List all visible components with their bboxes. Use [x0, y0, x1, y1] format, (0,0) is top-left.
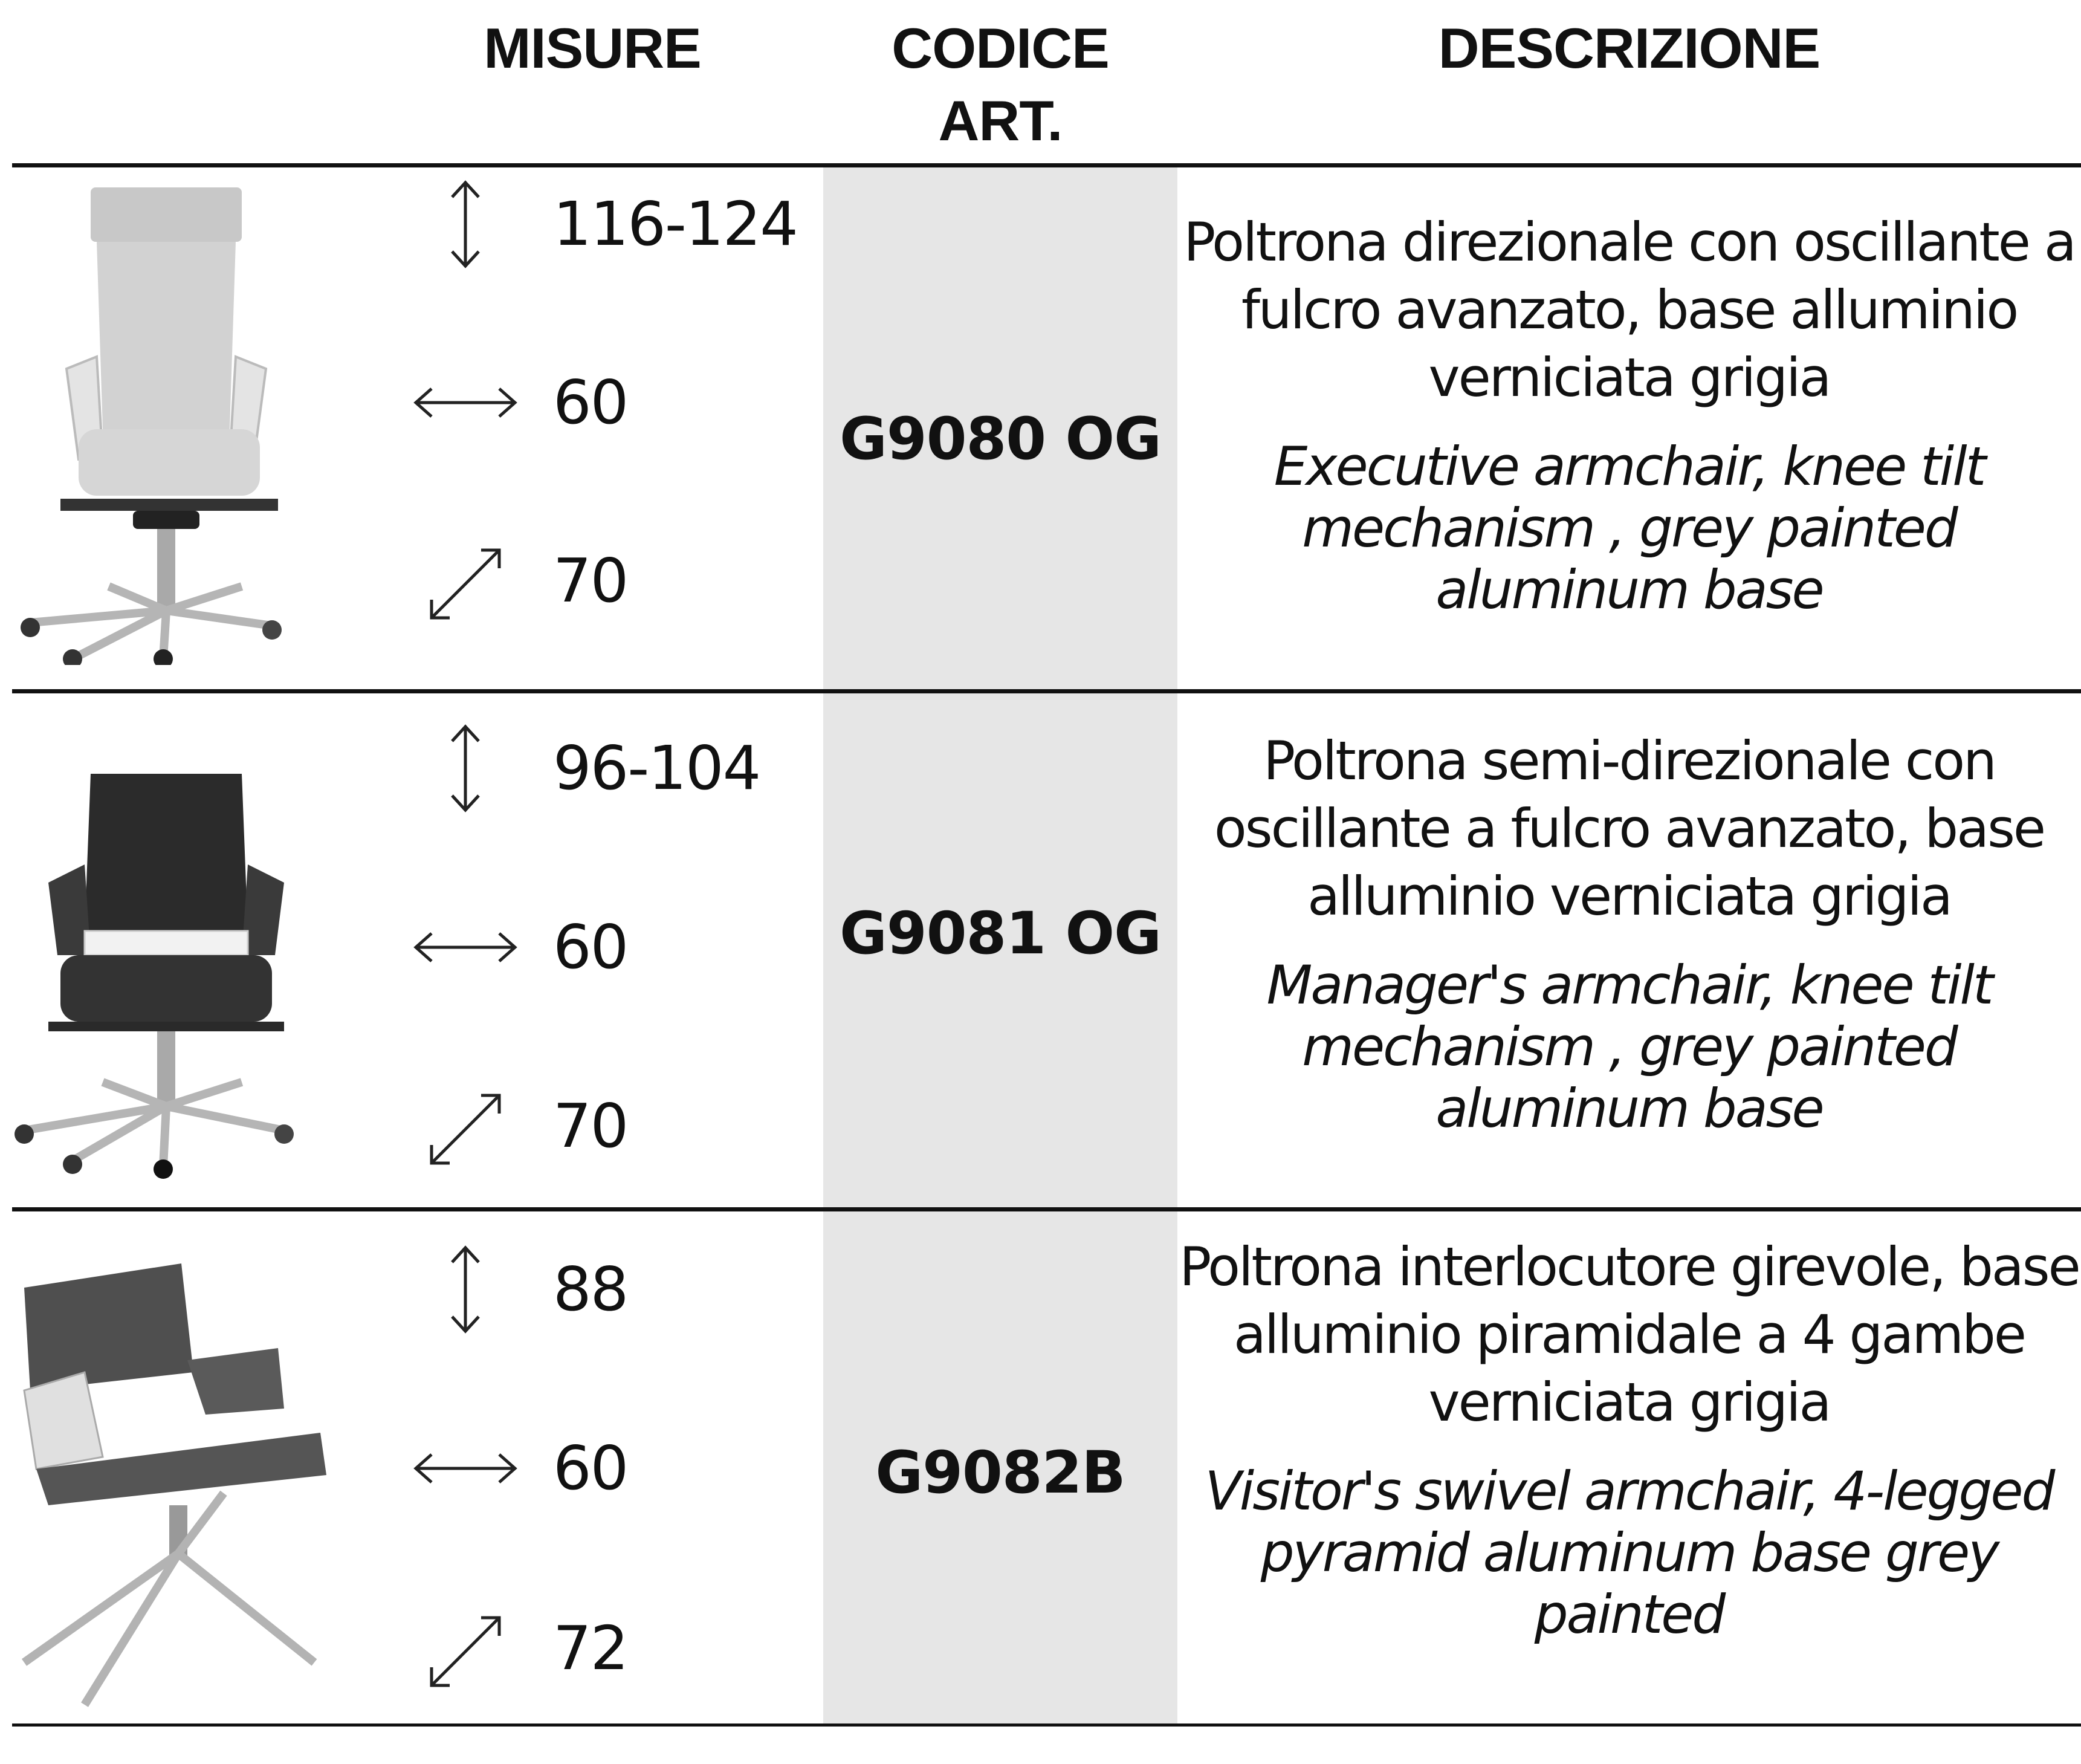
description-row-1 [1177, 209, 2081, 621]
chair-image-manager [12, 756, 326, 1179]
depth-measure [411, 1603, 798, 1694]
article-code: G9080 OG [840, 405, 1161, 473]
description-row-3 [1177, 1233, 2081, 1646]
row-divider [12, 1207, 2081, 1211]
width-value: 60 [553, 912, 628, 982]
chair-image-visitor [12, 1251, 326, 1711]
medium-back-manager-chair-icon [12, 756, 326, 1179]
horizontal-arrow-icon [411, 1423, 520, 1514]
diagonal-arrow-icon [411, 536, 520, 626]
width-measure [411, 902, 798, 993]
diagonal-arrow-icon [411, 1081, 520, 1172]
article-code: G9081 OG [840, 900, 1161, 967]
description-italian: Poltrona interlocutore girevole, base alluminio piramidale a 4 gambe verniciata grigia [1179, 1236, 2079, 1433]
bottom-divider [12, 1723, 2081, 1727]
width-value: 60 [553, 1433, 628, 1503]
vertical-arrow-icon [411, 1244, 520, 1335]
description-italian: Poltrona semi-direzionale con oscillante a fulcro avanzato, base alluminio verniciata grigia [1214, 730, 2045, 927]
height-measure [411, 179, 798, 270]
height-value: 88 [553, 1254, 628, 1325]
horizontal-arrow-icon [411, 902, 520, 993]
chair-image-executive [12, 175, 326, 665]
header-misure: MISURE [484, 16, 701, 80]
vertical-arrow-icon [411, 179, 520, 270]
depth-measure [411, 1081, 798, 1172]
horizontal-arrow-icon [411, 357, 520, 448]
vertical-arrow-icon [411, 723, 520, 814]
header-descrizione: DESCRIZIONE [1438, 16, 1820, 80]
height-measure [411, 1244, 798, 1335]
width-measure [411, 357, 798, 448]
depth-value: 70 [553, 1091, 628, 1161]
description-english: Visitor's swivel armchair, 4-legged pyramid aluminum base grey painted [1205, 1460, 2054, 1646]
diagonal-arrow-icon [411, 1603, 520, 1694]
header-divider [12, 163, 2081, 167]
description-english: Manager's armchair, knee tilt mechanism , grey painted aluminum base [1266, 954, 1992, 1140]
high-back-executive-chair-icon [12, 175, 326, 665]
height-value: 116-124 [553, 189, 797, 259]
visitor-swivel-armchair-icon [12, 1251, 326, 1711]
description-row-2 [1177, 727, 2081, 1140]
width-value: 60 [553, 367, 628, 438]
height-value: 96-104 [553, 733, 760, 803]
width-measure [411, 1423, 798, 1514]
measurements-row-3 [411, 1244, 798, 1764]
depth-measure [411, 536, 798, 626]
depth-value: 70 [553, 545, 628, 616]
height-measure [411, 723, 798, 814]
article-code: G9082B [875, 1439, 1125, 1506]
depth-value: 72 [553, 1613, 628, 1684]
description-english: Executive armchair, knee tilt mechanism , grey painted aluminum base [1274, 435, 1985, 621]
header-codice: CODICE ART. [892, 16, 1109, 152]
description-italian: Poltrona direzionale con oscillante a fulcro avanzato, base alluminio verniciata grigia [1183, 211, 2075, 409]
measurements-row-2 [411, 723, 798, 1243]
measurements-row-1 [411, 179, 798, 699]
row-divider [12, 689, 2081, 693]
